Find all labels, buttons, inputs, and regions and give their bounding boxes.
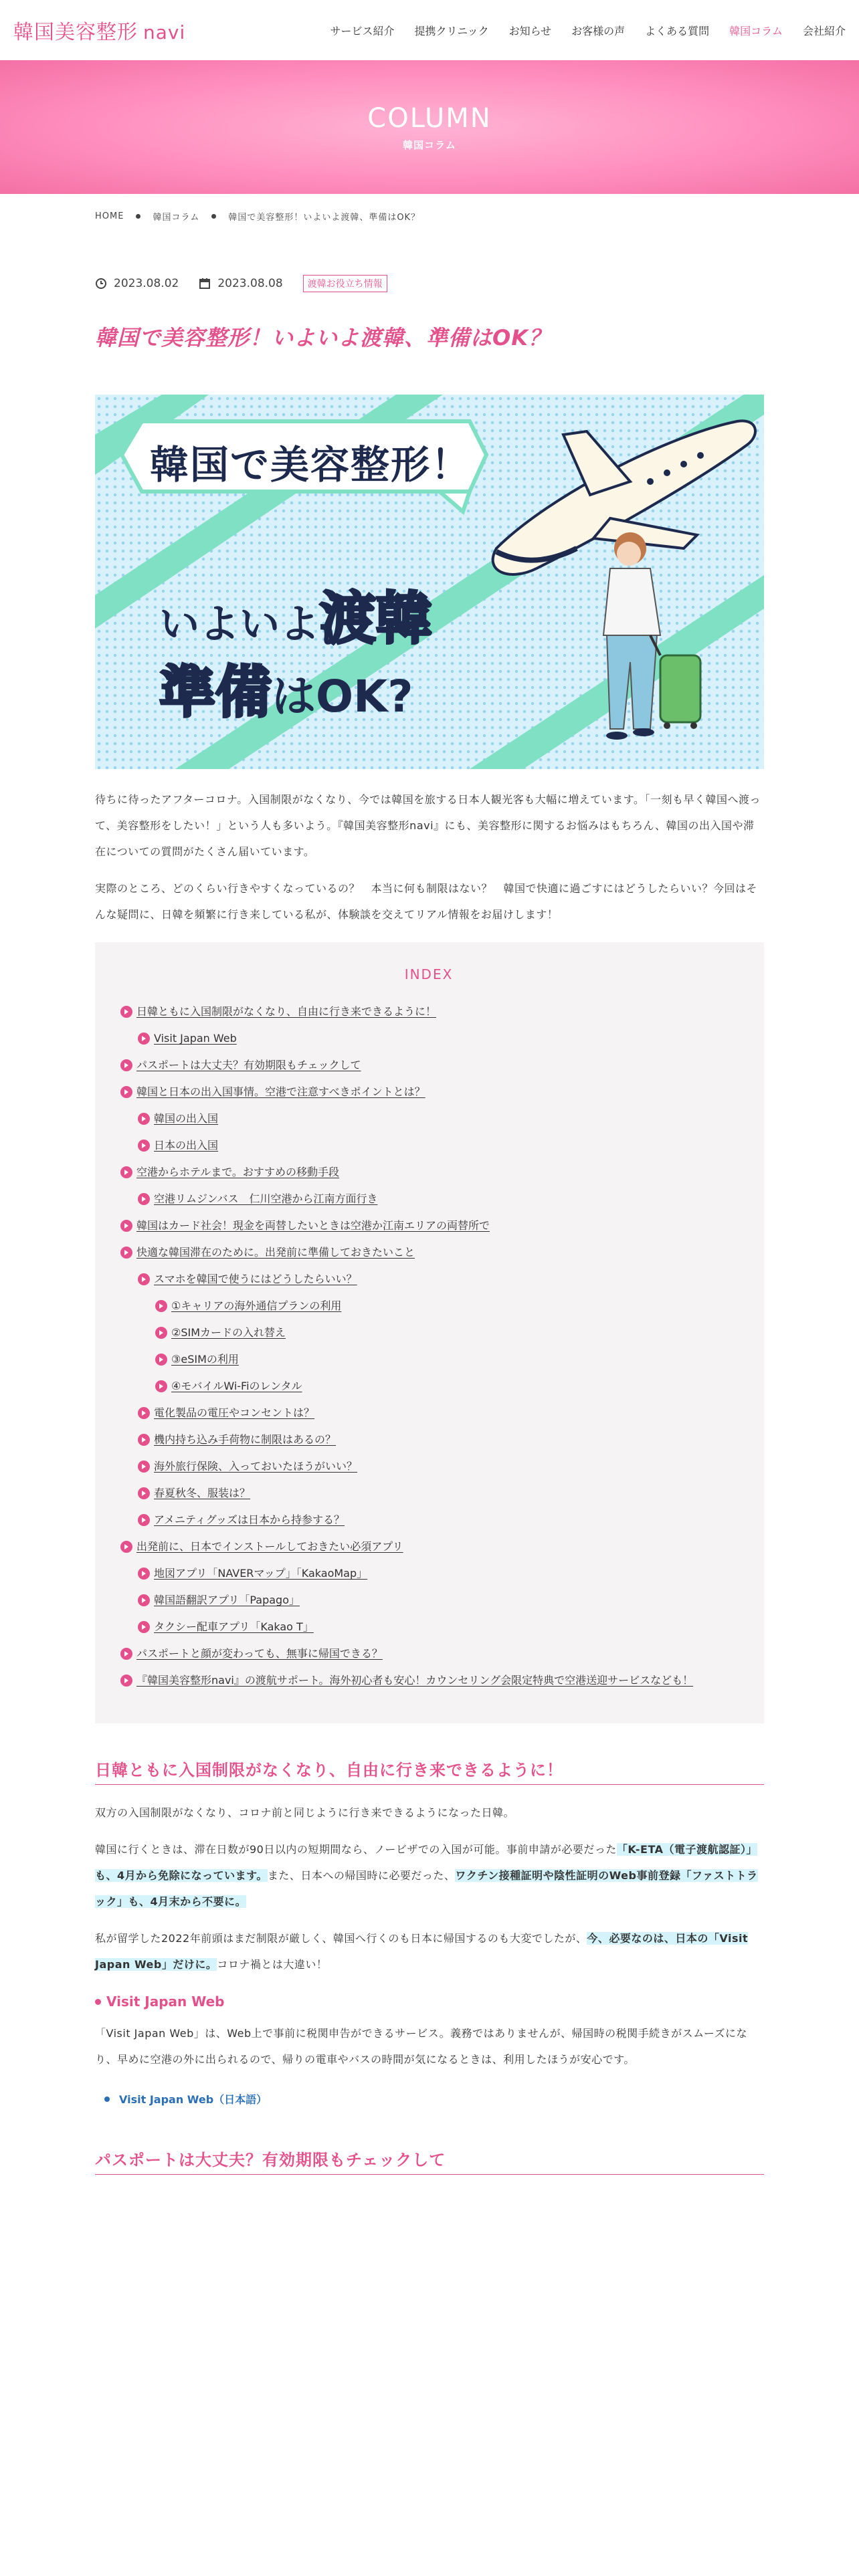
chevron-right-icon — [138, 1407, 150, 1419]
chevron-right-icon — [120, 1086, 132, 1098]
toc-item[interactable] — [120, 1614, 737, 1640]
nav-item-service[interactable]: サービス紹介 — [330, 24, 395, 37]
published-date: 2023.08.02 — [95, 277, 179, 290]
chevron-right-icon — [120, 1675, 132, 1687]
breadcrumb-separator — [136, 214, 140, 219]
toc-item-label: Visit Japan Web — [154, 1032, 237, 1045]
section1-paragraph-4: 「Visit Japan Web」は、Web上で事前に税関申告ができるサービス。義務ではありませんが、帰国時の税関手続きがスムーズになり、早めに空港の外に出られるので、帰りの電車やバスの時間が気になるときは、利用したほうが安心です。 — [95, 2027, 748, 2066]
toc-item-label: スマホを韓国で使うにはどうしたらいい？ — [154, 1273, 357, 1285]
eyecatch-line2: いよいよ渡韓 — [159, 586, 433, 651]
toc-item-label: 日本の出入国 — [154, 1139, 219, 1152]
toc-item-label: 海外旅行保険、入っておいたほうがいい？ — [154, 1460, 358, 1473]
toc-item-label: 地図アプリ「NAVERマップ」「KakaoMap」 — [154, 1567, 368, 1580]
chevron-right-icon — [138, 1461, 150, 1473]
toc-item-label: 韓国と日本の出入国事情。空港で注意すべきポイントとは？ — [136, 1085, 425, 1098]
toc-item[interactable] — [120, 1640, 737, 1667]
article-title: 韓国で美容整形！いよいよ渡韓、準備はOK？ — [95, 325, 551, 350]
nav-item-news[interactable]: お知らせ — [508, 24, 552, 37]
site-logo[interactable] — [13, 15, 185, 45]
toc-item-label: 出発前に、日本でインストールしておきたい必須アプリ — [136, 1540, 403, 1553]
toc-item[interactable] — [120, 1453, 737, 1480]
visit-japan-web-link[interactable]: Visit Japan Web（日本語） — [119, 2093, 268, 2106]
section-heading-entry: 日韓ともに入国制限がなくなり、自由に行き来できるように！ — [95, 1757, 764, 1785]
toc-item-label: タクシー配車アプリ「Kakao T」 — [154, 1620, 314, 1633]
clock-icon — [95, 278, 107, 290]
visit-japan-web-link-item — [95, 2091, 764, 2107]
toc-item-label: 電化製品の電圧やコンセントは？ — [154, 1406, 315, 1419]
chevron-right-icon — [120, 1541, 132, 1553]
main-nav — [310, 23, 846, 38]
chevron-right-icon — [155, 1300, 167, 1312]
chevron-right-icon — [138, 1568, 150, 1580]
chevron-right-icon — [138, 1594, 150, 1606]
chevron-right-icon — [138, 1140, 150, 1152]
section1-paragraph-3: 私が留学した2022年前頭はまだ制限が厳しく、韓国へ行くのも日本に帰国するのも大変でしたが、今、必要なのは、日本の「Visit Japan Web」だけに。コロナ禍とは大違い！ — [95, 1932, 749, 1971]
chevron-right-icon — [155, 1354, 167, 1366]
subheading-visit-japan-web: Visit Japan Web — [95, 1994, 764, 2010]
table-of-contents — [95, 942, 764, 1723]
toc-item[interactable] — [120, 1025, 737, 1052]
calendar-icon — [199, 278, 211, 290]
nav-item-clinic[interactable]: 提携クリニック — [414, 24, 489, 37]
toc-list — [120, 998, 737, 1694]
toc-item-label: 快適な韓国滞在のために。出発前に準備しておきたいこと — [136, 1246, 415, 1259]
toc-item[interactable] — [120, 1132, 737, 1159]
toc-item[interactable] — [120, 1319, 737, 1346]
toc-item[interactable] — [120, 1186, 737, 1212]
toc-item[interactable] — [120, 1400, 737, 1426]
toc-item-label: 春夏秋冬、服装は？ — [154, 1487, 251, 1499]
hero-subtitle: 韓国コラム — [403, 138, 456, 151]
chevron-right-icon — [120, 1059, 132, 1071]
nav-item-company[interactable]: 会社紹介 — [802, 24, 846, 37]
toc-item[interactable] — [120, 1346, 737, 1373]
breadcrumb — [95, 210, 420, 223]
toc-item-label: 機内持ち込み手荷物に制限はあるの？ — [154, 1433, 337, 1446]
article-meta — [95, 274, 764, 293]
toc-item[interactable] — [120, 1426, 737, 1453]
toc-item[interactable] — [120, 1507, 737, 1533]
section1-paragraph-1: 双方の入国制限がなくなり、コロナ前と同じように行き来できるようになった日韓。 — [95, 1806, 515, 1819]
article-eyecatch-image — [95, 395, 764, 769]
toc-item-label: ②SIMカードの入れ替え — [171, 1326, 286, 1339]
breadcrumb-column[interactable]: 韓国コラム — [153, 213, 200, 223]
chevron-right-icon — [138, 1621, 150, 1633]
toc-item-label: 日韓ともに入国制限がなくなり、自由に行き来できるように！ — [136, 1005, 437, 1018]
toc-item[interactable] — [120, 1105, 737, 1132]
toc-item[interactable] — [120, 1052, 737, 1079]
toc-item[interactable] — [120, 1533, 737, 1560]
chevron-right-icon — [155, 1380, 167, 1392]
toc-item-label: 韓国語翻訳アプリ「Papago」 — [154, 1594, 300, 1606]
toc-item[interactable] — [120, 1560, 737, 1587]
logo-suffix: navi — [143, 21, 186, 43]
toc-item[interactable] — [120, 998, 737, 1025]
chevron-right-icon — [155, 1327, 167, 1339]
chevron-right-icon — [120, 1247, 132, 1259]
chevron-right-icon — [138, 1487, 150, 1499]
toc-title: INDEX — [404, 966, 454, 982]
toc-item-label: アメニティグッズは日本から持参する？ — [154, 1513, 345, 1526]
toc-item-label: ④モバイルWi-Fiのレンタル — [171, 1380, 302, 1392]
chevron-right-icon — [138, 1273, 150, 1285]
toc-item[interactable] — [120, 1266, 737, 1293]
chevron-right-icon — [138, 1514, 150, 1526]
bullet-dot — [95, 1999, 101, 2005]
eyecatch-line3: 準備はOK? — [159, 659, 413, 725]
breadcrumb-current: 韓国で美容整形！いよいよ渡韓、準備はOK？ — [228, 213, 421, 223]
intro-paragraph-1: 待ちに待ったアフターコロナ。入国制限がなくなり、今では韓国を旅する日本人観光客も大幅に増えています。「一刻も早く韓国へ渡って、美容整形をしたい！」という人も多いよう。『韓国美容整形navi』にも、美容整形に関するお悩みはもちろん、韓国の出入国や滞在についての質問がたくさん届いています。 — [95, 793, 761, 858]
section-heading-passport: パスポートは大丈夫？有効期限もチェックして — [95, 2147, 764, 2175]
chevron-right-icon — [138, 1193, 150, 1205]
page-hero — [0, 60, 859, 194]
nav-item-faq[interactable]: よくある質問 — [645, 24, 710, 37]
nav-item-voice[interactable]: お客様の声 — [571, 24, 626, 37]
intro-paragraph-2: 実際のところ、どのくらい行きやすくなっているの？ 本当に何も制限はない？ 韓国で快適に過ごすにはどうしたらいい？今回はそんな疑問に、日韓を頻繁に行き来している私が、体験談を交えてリアル情報をお届けします！ — [95, 882, 758, 921]
chevron-right-icon — [120, 1006, 132, 1018]
nav-item-column[interactable]: 韓国コラム — [729, 24, 783, 37]
category-tag[interactable]: 渡韓お役立ち情報 — [303, 275, 387, 292]
updated-date: 2023.08.08 — [199, 277, 282, 290]
list-bullet — [104, 2097, 110, 2102]
eyecatch-line1: 韓国で美容整形！ — [150, 442, 472, 488]
logo-text: 韓国美容整形 — [13, 21, 138, 44]
article — [95, 274, 764, 2175]
toc-item-label: パスポートは大丈夫？有効期限もチェックして — [136, 1059, 361, 1071]
chevron-right-icon — [120, 1166, 132, 1178]
toc-item[interactable] — [120, 1480, 737, 1507]
toc-item-label: 空港からホテルまで。おすすめの移動手段 — [136, 1166, 340, 1178]
toc-item[interactable] — [120, 1239, 737, 1266]
toc-item-label: ①キャリアの海外通信プランの利用 — [171, 1299, 342, 1312]
toc-item[interactable] — [120, 1587, 737, 1614]
toc-item-label: 韓国の出入国 — [154, 1112, 219, 1125]
toc-item-label: パスポートと顔が変わっても、無事に帰国できる？ — [136, 1647, 383, 1660]
toc-item-label: 韓国はカード社会！現金を両替したいときは空港か江南エリアの両替所で — [136, 1219, 490, 1232]
chevron-right-icon — [120, 1648, 132, 1660]
toc-item[interactable] — [120, 1293, 737, 1319]
toc-item-label: ③eSIMの利用 — [171, 1353, 239, 1366]
section1-paragraph-2: 韓国に行くときは、滞在日数が90日以内の短期間なら、ノービザでの入国が可能。事前申請が必要だった「K-ETA（電子渡航認証）」も、4月から免除になっています。また、日本への帰国時に必要だった、ワクチン接種証明や陰性証明のWeb事前登録「ファストトラック」も、4月末から不要に。 — [95, 1843, 758, 1908]
chevron-right-icon — [138, 1434, 150, 1446]
breadcrumb-separator — [211, 214, 216, 219]
toc-item-label: 空港リムジンバス 仁川空港から江南方面行き — [154, 1192, 378, 1205]
site-header — [0, 0, 859, 60]
chevron-right-icon — [138, 1033, 150, 1045]
toc-item[interactable] — [120, 1212, 737, 1239]
hero-title: COLUMN — [367, 102, 492, 134]
toc-item[interactable] — [120, 1159, 737, 1186]
toc-item-label: 『韓国美容整形navi』の渡航サポート。海外初心者も安心！カウンセリング会限定特典で空港送迎サービスなども！ — [136, 1674, 694, 1687]
chevron-right-icon — [120, 1220, 132, 1232]
toc-item[interactable] — [120, 1667, 737, 1694]
breadcrumb-home[interactable]: HOME — [95, 211, 124, 221]
chevron-right-icon — [138, 1113, 150, 1125]
toc-item[interactable] — [120, 1079, 737, 1105]
toc-item[interactable] — [120, 1373, 737, 1400]
